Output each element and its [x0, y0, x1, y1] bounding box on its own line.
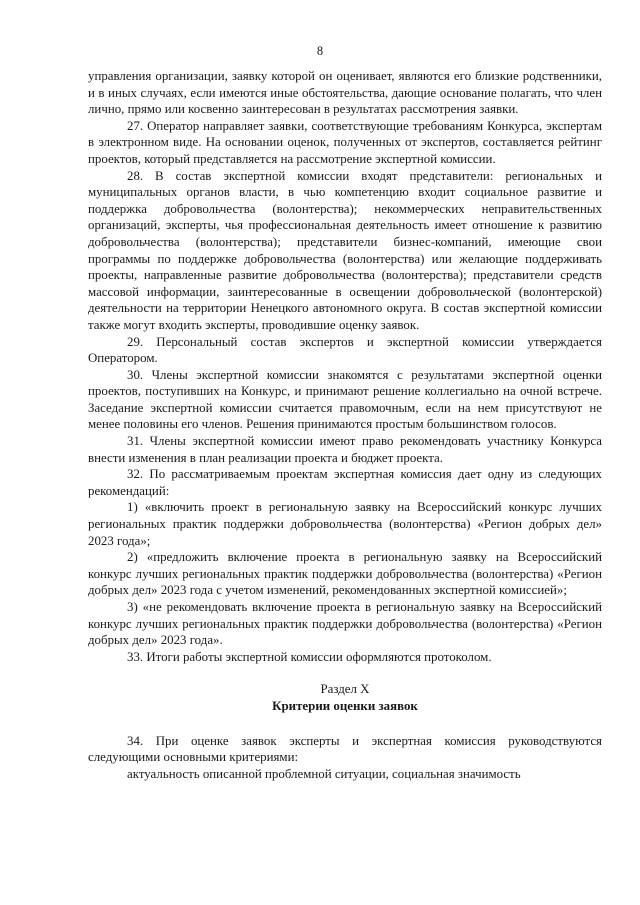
page-number: 8 [316, 44, 324, 58]
section-label: Раздел X [320, 682, 370, 697]
paragraph-p27: 27. Оператор направляет заявки, соответствующие требованиям Конкурса, экспертам в электронном виде. На основании оценок, полученных от экспертов, составляется рейтинг проектов, который представляется на рассмотрение экспертной комиссии. [88, 118, 602, 166]
paragraph-p31: 31. Члены экспертной комиссии имеют право рекомендовать участнику Конкурса внести изменения в план реализации проекта и бюджет проекта. [88, 434, 602, 465]
paragraph-p30: 30. Члены экспертной комиссии знакомятся с результатами экспертной оценки проектов, поступивших на Конкурс, и принимают решение коллегиально на очной встрече. Заседание экспертной комиссии считается правомочным, если на нем присутствуют не менее половины его членов. Решения принимаются простым большинством голосов. [88, 367, 602, 432]
paragraph-p32-1: 1) «включить проект в региональную заявку на Всероссийский конкурс лучших региональных практик поддержки добровольчества (волонтерства) «Регион добрых дел» 2023 года»; [88, 500, 602, 548]
paragraph-p32: 32. По рассматриваемым проектам экспертная комиссия дает одну из следующих рекомендаций: [88, 467, 602, 498]
paragraphs-top [88, 68, 602, 665]
paragraph-p28: 28. В состав экспертной комиссии входят представители: региональных и муниципальных органов власти, в чью компетенцию входит социальное развитие и поддержка добровольчества (волонтерства); некоммерческих неправительственных организаций, эксперты, чья профессиональная деятельность имеет отношение к развитию добровольчества (волонтерства); представители бизнес-компаний, имеющие свои программы по поддержке добровольчества (волонтерства) или желающие поддерживать проекты, направленные развитие добровольчества (волонтерства); представители средств массовой информации, заинтересованные в освещении добровольческой (волонтерской) деятельности на территории Ненецкого автономного округа. В состав экспертной комиссии также могут входить эксперты, проводившие оценку заявок. [88, 168, 602, 332]
paragraph-p32-2: 2) «предложить включение проекта в региональную заявку на Всероссийский конкурс лучших региональных практик поддержки добровольчества (волонтерства) «Регион добрых дел» 2023 года с учетом изменений, рекомендованных экспертной комиссией»; [88, 550, 602, 598]
section-spacer [88, 715, 602, 733]
section-title: Критерии оценки заявок [272, 698, 418, 713]
paragraph-p34-a: актуальность описанной проблемной ситуации, социальная значимость [127, 766, 521, 781]
paragraph-p32-3: 3) «не рекомендовать включение проекта в региональную заявку на Всероссийский конкурс лучших региональных практик поддержки добровольчества (волонтерства) «Регион добрых дел» 2023 года». [88, 600, 602, 648]
paragraphs-bottom [88, 733, 602, 783]
paragraph-p29: 29. Персональный состав экспертов и экспертной комиссии утверждается Оператором. [88, 334, 602, 366]
document-body [88, 68, 602, 782]
paragraph-p-cont: управления организации, заявку которой он оценивает, являются его близкие родственники, и в иных случаях, если имеются иные обстоятельства, дающие основание полагать, что член лично, прямо или косвенно заинтересован в результатах рассмотрения заявки. [88, 69, 602, 117]
paragraph-p33: 33. Итоги работы экспертной комиссии оформляются протоколом. [127, 649, 492, 664]
paragraph-p34: 34. При оценке заявок эксперты и экспертная комиссия руководствуются следующими основными критериями: [88, 733, 602, 765]
